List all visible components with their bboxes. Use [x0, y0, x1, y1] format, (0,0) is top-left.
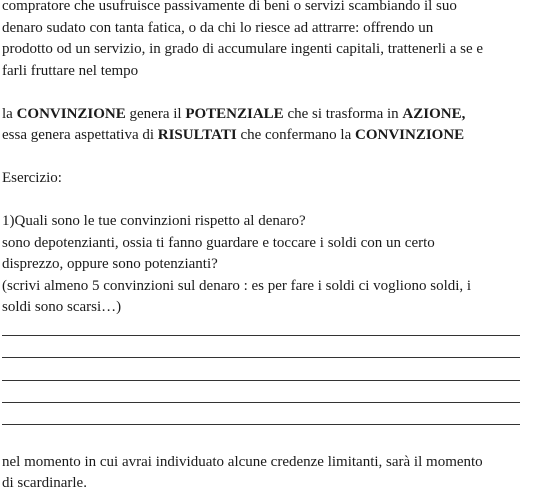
question-line: sono depotenzianti, ossia ti fanno guardare e toccare i soldi con un certo	[2, 234, 435, 251]
intro-line: compratore che usufruisce passivamente di beni o servizi scambiando il suo	[2, 0, 457, 14]
question-line: disprezzo, oppure sono potenzianti?	[2, 256, 218, 272]
intro-paragraph	[2, 0, 524, 82]
closing-paragraph	[2, 452, 524, 495]
keyword-risultati: RISULTATI	[157, 127, 237, 143]
statement-text: la	[2, 105, 17, 122]
paragraph-spacer	[2, 82, 524, 104]
statement-text: che confermano la	[236, 127, 355, 143]
statement-text: genera il	[125, 105, 186, 122]
answer-line[interactable]	[2, 408, 524, 430]
keyword-convinzione: CONVINZIONE	[16, 105, 126, 122]
document-body	[2, 0, 524, 495]
intro-line: prodotto od un servizio, in grado di accumulare ingenti capitali, trattenerli a se e	[2, 41, 484, 57]
keyword-convinzione: CONVINZIONE	[354, 127, 465, 143]
answer-line[interactable]	[2, 386, 524, 408]
keyword-potenziale: POTENZIALE	[185, 105, 284, 122]
intro-line: denaro sudato con tanta fatica, o da chi lo riesce ad attrarre: offrendo un	[2, 19, 434, 36]
answer-line[interactable]	[2, 341, 524, 363]
intro-line: farli fruttare nel tempo	[2, 62, 139, 79]
question-line: (scrivi almeno 5 convinzioni sul denaro : es per fare i soldi ci vogliono soldi, i	[2, 277, 472, 294]
statement-line-2	[2, 125, 524, 147]
question-line: soldi sono scarsi…)	[2, 299, 122, 315]
conviction-statement	[2, 104, 524, 147]
answer-line[interactable]	[2, 363, 524, 385]
paragraph-spacer	[2, 190, 524, 212]
statement-line-1	[2, 104, 524, 126]
statement-text: che si trasforma in	[283, 105, 403, 122]
statement-text: essa genera aspettativa di	[2, 127, 158, 143]
keyword-azione: AZIONE,	[402, 105, 466, 122]
answer-line[interactable]	[2, 319, 524, 341]
answer-lines	[2, 319, 524, 431]
exercise-question	[2, 211, 524, 319]
paragraph-spacer	[2, 430, 524, 452]
paragraph-spacer	[2, 147, 524, 169]
exercise-heading: Esercizio:	[2, 170, 62, 186]
question-line: 1)Quali sono le tue convinzioni rispetto al denaro?	[2, 213, 306, 229]
closing-line: nel momento in cui avrai individuato alcune credenze limitanti, sarà il momento	[2, 453, 483, 470]
closing-line: di scardinarle.	[2, 475, 87, 492]
